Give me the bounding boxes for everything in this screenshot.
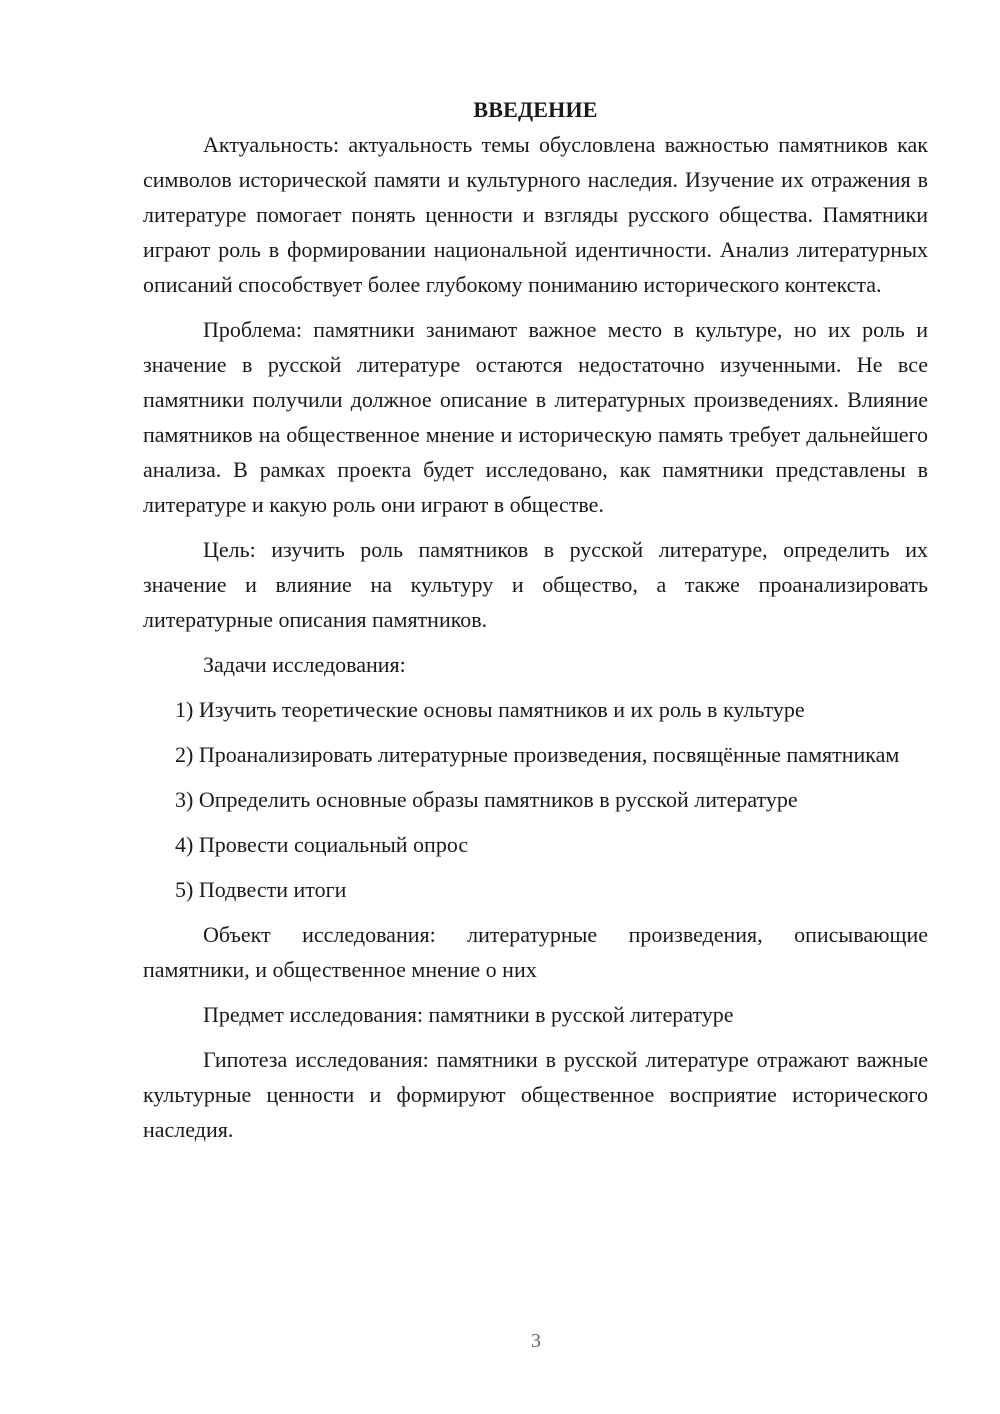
task-item: 4) Провести социальный опрос: [175, 832, 469, 857]
task-item: 1) Изучить теоретические основы памятников и их роль в культуре: [175, 697, 805, 722]
relevance-paragraph: Актуальность: актуальность темы обусловлена важностью памятников как символов исторической памяти и культурного наследия. Изучение их отражения в литературе помогает понять ценности и взгляды русского общества. Памятники играют роль в формировании национальной идентичности. Анализ литературных описаний способствует более глубокому пониманию исторического контекста.: [143, 132, 928, 297]
problem-paragraph: Проблема: памятники занимают важное место в культуре, но их роль и значение в русской литературе остаются недостаточно изученными. Не все памятники получили должное описание в литературных произведениях. Влияние памятников на общественное мнение и историческую память требует дальнейшего анализа. В рамках проекта будет исследовано, как памятники представлены в литературе и какую роль они играют в обществе.: [143, 317, 928, 517]
hypothesis-paragraph: Гипотеза исследования: памятники в русской литературе отражают важные культурные ценности и формируют общественное восприятие исторического наследия.: [143, 1047, 928, 1142]
task-item: 3) Определить основные образы памятников в русской литературе: [175, 787, 798, 812]
page-title: ВВЕДЕНИЕ: [473, 97, 598, 122]
task-item: 5) Подвести итоги: [175, 877, 347, 902]
goal-paragraph: Цель: изучить роль памятников в русской литературе, определить их значение и влияние на культуру и общество, а также проанализировать литературные описания памятников.: [143, 537, 928, 632]
subject-paragraph: Предмет исследования: памятники в русской литературе: [203, 1002, 734, 1027]
page-number: 3: [531, 1330, 541, 1352]
object-paragraph: Объект исследования: литературные произведения, описывающие памятники, и общественное мнение о них: [143, 922, 928, 982]
tasks-heading: Задачи исследования:: [203, 652, 406, 677]
document-page: [143, 92, 928, 1157]
task-item: 2) Проанализировать литературные произведения, посвящённые памятникам: [175, 742, 900, 767]
